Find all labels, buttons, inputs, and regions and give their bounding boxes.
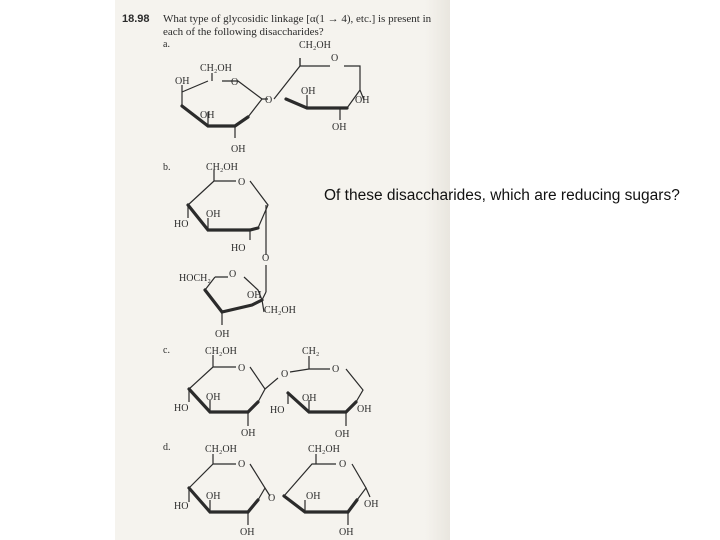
label: OH [215, 329, 230, 340]
label: CH₂OH [206, 162, 238, 173]
part-letter: b. [163, 162, 171, 173]
label: HO [231, 243, 246, 254]
structure-c [163, 345, 371, 440]
ring-front-bonds [182, 106, 248, 126]
structure-d [163, 442, 378, 538]
label: OH [206, 209, 221, 220]
structure-b [163, 162, 296, 340]
problem-number: 18.98 [122, 13, 150, 25]
ring-bonds [284, 454, 366, 500]
ring-bonds [189, 355, 265, 402]
label: OH [206, 392, 221, 403]
label: O [265, 95, 273, 106]
part-letter: c. [163, 345, 170, 356]
label: OH [206, 491, 221, 502]
label: HOCH₂ [179, 273, 211, 284]
ring-front-bonds [288, 393, 356, 412]
ring-front-bonds [286, 99, 347, 108]
substituent-bonds [189, 488, 270, 525]
problem-text-line2: each of the following disaccharides? [163, 26, 324, 38]
structure-a [163, 39, 369, 155]
label: OH [339, 527, 354, 538]
label: HO [174, 219, 189, 230]
problem-text-line1: What type of glycosidic linkage [α(1 → 4), etc.] is present in [163, 13, 432, 25]
ring-bonds [189, 454, 265, 500]
label: OH [302, 393, 317, 404]
label: OH [332, 122, 347, 133]
label: O [268, 493, 276, 504]
label: O [339, 459, 347, 470]
label: CH₂OH [200, 63, 232, 74]
ring-bonds [290, 356, 363, 402]
label: OH [247, 290, 262, 301]
label: OH [335, 429, 350, 440]
label: OH [231, 144, 246, 155]
ring-front-bonds [284, 496, 357, 512]
label: CH₂OH [299, 40, 331, 51]
label: CH₂ [302, 346, 320, 357]
part-letter: a. [163, 39, 170, 50]
part-letter: d. [163, 442, 171, 453]
label: O [231, 77, 239, 88]
ring-front-bonds [189, 488, 258, 512]
label: OH [240, 527, 255, 538]
label: CH₂OH [264, 305, 296, 316]
ring-bonds [182, 81, 262, 117]
label: O [332, 364, 340, 375]
label: O [238, 177, 246, 188]
label: CH₂OH [205, 444, 237, 455]
label: O [262, 253, 270, 264]
label: OH [364, 499, 379, 510]
label: OH [200, 110, 215, 121]
label: CH₂OH [308, 444, 340, 455]
label: OH [357, 404, 372, 415]
substituent-bonds [182, 73, 268, 138]
label: OH [355, 95, 370, 106]
ring-front-bonds [188, 205, 258, 230]
label: CH₂OH [205, 346, 237, 357]
label: HO [174, 501, 189, 512]
question-text: Of these disaccharides, which are reducing sugars? [324, 187, 680, 204]
label: OH [301, 86, 316, 97]
label: O [331, 53, 339, 64]
label: O [238, 459, 246, 470]
substituent-bonds [288, 393, 346, 426]
label: O [281, 369, 289, 380]
label: OH [241, 428, 256, 439]
ring-front-bonds [189, 389, 258, 412]
label: O [238, 363, 246, 374]
label: OH [175, 76, 190, 87]
label: O [229, 269, 237, 280]
label: OH [306, 491, 321, 502]
label: HO [174, 403, 189, 414]
label: HO [270, 405, 285, 416]
